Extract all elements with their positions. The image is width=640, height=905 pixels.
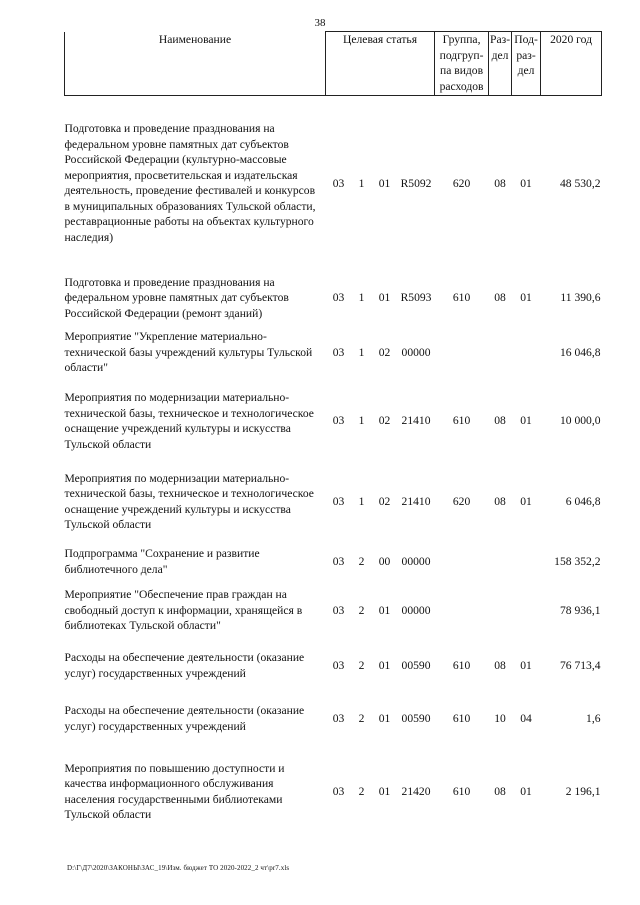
table-row [65, 326, 602, 380]
header-name: Наименование [65, 32, 326, 96]
amount: 11 390,6 [560, 291, 601, 305]
expense-group [435, 583, 489, 639]
header-subsection: Под-раз-дел [512, 32, 541, 96]
footer-file-path: D:\Г\Д7\2020\ЗАКОНЫ\ЗАС_19\Изм. бюджет ТО 2020-2022_2 чт\pr7.xls [67, 864, 290, 872]
section-code [489, 326, 512, 380]
table-row [65, 693, 602, 745]
direction-code: 00590 [401, 658, 431, 672]
amount: 158 352,2 [554, 554, 601, 568]
section-code: 08 [494, 784, 506, 798]
section-code: 08 [494, 414, 506, 428]
direction-code: 00000 [401, 603, 431, 617]
budget-table [64, 31, 602, 839]
header-group: Группа, подгруп-па видов расходов [435, 32, 489, 96]
program-code: 03 [332, 176, 345, 190]
row-name: Мероприятия по модернизации материально-технической базы, техническое и технологическое оснащение учреждений культуры и искусства Тульской области [64, 471, 314, 531]
measure-code: 01 [378, 658, 391, 672]
program-code: 03 [332, 494, 345, 508]
row-name: Расходы на обеспечение деятельности (оказание услуг) государственных учреждений [64, 704, 305, 733]
amount: 6 046,8 [565, 494, 601, 508]
measure-code: 02 [378, 494, 391, 508]
table-row [65, 463, 602, 541]
amount: 76 713,4 [559, 658, 601, 672]
subprogram-code: 2 [358, 554, 365, 568]
header-target: Целевая статья [326, 32, 435, 96]
program-code: 03 [332, 291, 345, 305]
expense-group: 620 [452, 176, 471, 190]
section-code [489, 541, 512, 583]
program-code: 03 [332, 711, 345, 725]
subprogram-code: 2 [358, 603, 365, 617]
table-row [65, 639, 602, 693]
expense-group: 610 [452, 784, 471, 798]
program-code: 03 [332, 554, 345, 568]
direction-code: R5092 [400, 176, 432, 190]
subsection-code: 01 [520, 784, 532, 798]
subsection-code: 01 [520, 176, 532, 190]
measure-code: 01 [378, 176, 391, 190]
subprogram-code: 2 [358, 711, 365, 725]
table-row [65, 583, 602, 639]
expense-group: 610 [452, 711, 471, 725]
expense-group [435, 326, 489, 380]
program-code: 03 [332, 784, 345, 798]
subprogram-code: 2 [358, 658, 365, 672]
header-year: 2020 год [541, 32, 602, 96]
direction-code: 21420 [401, 784, 431, 798]
row-name: Подготовка и проведение празднования на федеральном уровне памятных дат субъектов Российской Федерации (ремонт зданий) [64, 275, 289, 320]
page-number: 38 [314, 17, 326, 29]
subsection-code [512, 583, 541, 639]
subprogram-code: 1 [358, 176, 365, 190]
amount: 1,6 [586, 711, 601, 725]
measure-code: 01 [378, 711, 391, 725]
measure-code: 01 [378, 784, 391, 798]
direction-code: 21410 [401, 414, 431, 428]
subsection-code: 01 [520, 414, 532, 428]
amount: 10 000,0 [559, 414, 601, 428]
table-body [65, 96, 602, 839]
subprogram-code: 1 [358, 414, 365, 428]
expense-group: 610 [452, 291, 471, 305]
expense-group: 620 [452, 494, 471, 508]
expense-group: 610 [452, 414, 471, 428]
section-code: 08 [494, 658, 506, 672]
direction-code: 00590 [401, 711, 431, 725]
direction-code: R5093 [400, 291, 432, 305]
measure-code: 02 [378, 414, 391, 428]
measure-code: 01 [378, 603, 391, 617]
section-code: 08 [494, 291, 506, 305]
expense-group: 610 [452, 658, 471, 672]
program-code: 03 [332, 658, 345, 672]
measure-code: 01 [378, 291, 391, 305]
subsection-code: 01 [520, 494, 532, 508]
amount: 48 530,2 [559, 176, 601, 190]
section-code: 10 [494, 711, 506, 725]
subsection-code: 01 [520, 658, 532, 672]
amount: 16 046,8 [559, 345, 601, 359]
row-name: Мероприятие "Укрепление материально-технической базы учреждений культуры Тульской области" [64, 330, 313, 375]
measure-code: 00 [378, 554, 391, 568]
section-code [489, 583, 512, 639]
direction-code: 21410 [401, 494, 431, 508]
direction-code: 00000 [401, 345, 431, 359]
subprogram-code: 2 [358, 784, 365, 798]
subprogram-code: 1 [358, 345, 365, 359]
subprogram-code: 1 [358, 494, 365, 508]
program-code: 03 [332, 414, 345, 428]
table-row [65, 271, 602, 326]
direction-code: 00000 [401, 554, 431, 568]
header-section: Раз-дел [489, 32, 512, 96]
row-name: Подготовка и проведение празднования на федеральном уровне памятных дат субъектов Российской Федерации (культурно-массовые мероприятия, просветительская и издательская деятельность, проведение фестивалей и конкурсов в муниципальных образованиях Тульской области, реставрационные работы на объектах культурного наследия) [64, 122, 316, 244]
table-row [65, 541, 602, 583]
table-header [65, 32, 602, 96]
table-row [65, 745, 602, 839]
program-code: 03 [332, 603, 345, 617]
table-row [65, 96, 602, 271]
section-code: 08 [494, 176, 506, 190]
subprogram-code: 1 [358, 291, 365, 305]
row-name: Мероприятие "Обеспечение прав граждан на свободный доступ к информации, хранящейся в библиотеках Тульской области" [64, 588, 303, 633]
program-code: 03 [332, 345, 345, 359]
subsection-code [512, 541, 541, 583]
amount: 2 196,1 [565, 784, 601, 798]
row-name: Мероприятия по повышению доступности и качества информационного обслуживания населения государственными библиотеками Тульской области [64, 761, 285, 821]
section-code: 08 [494, 494, 506, 508]
expense-group [435, 541, 489, 583]
row-name: Мероприятия по модернизации материально-технической базы, техническое и технологическое оснащение учреждений культуры и искусства Тульской области [64, 391, 314, 451]
amount: 78 936,1 [559, 603, 601, 617]
row-name: Подпрограмма "Сохранение и развитие библиотечного дела" [64, 547, 260, 576]
table-row [65, 380, 602, 463]
subsection-code [512, 326, 541, 380]
subsection-code: 01 [520, 291, 532, 305]
subsection-code: 04 [520, 711, 532, 725]
measure-code: 02 [378, 345, 391, 359]
row-name: Расходы на обеспечение деятельности (оказание услуг) государственных учреждений [64, 651, 305, 680]
